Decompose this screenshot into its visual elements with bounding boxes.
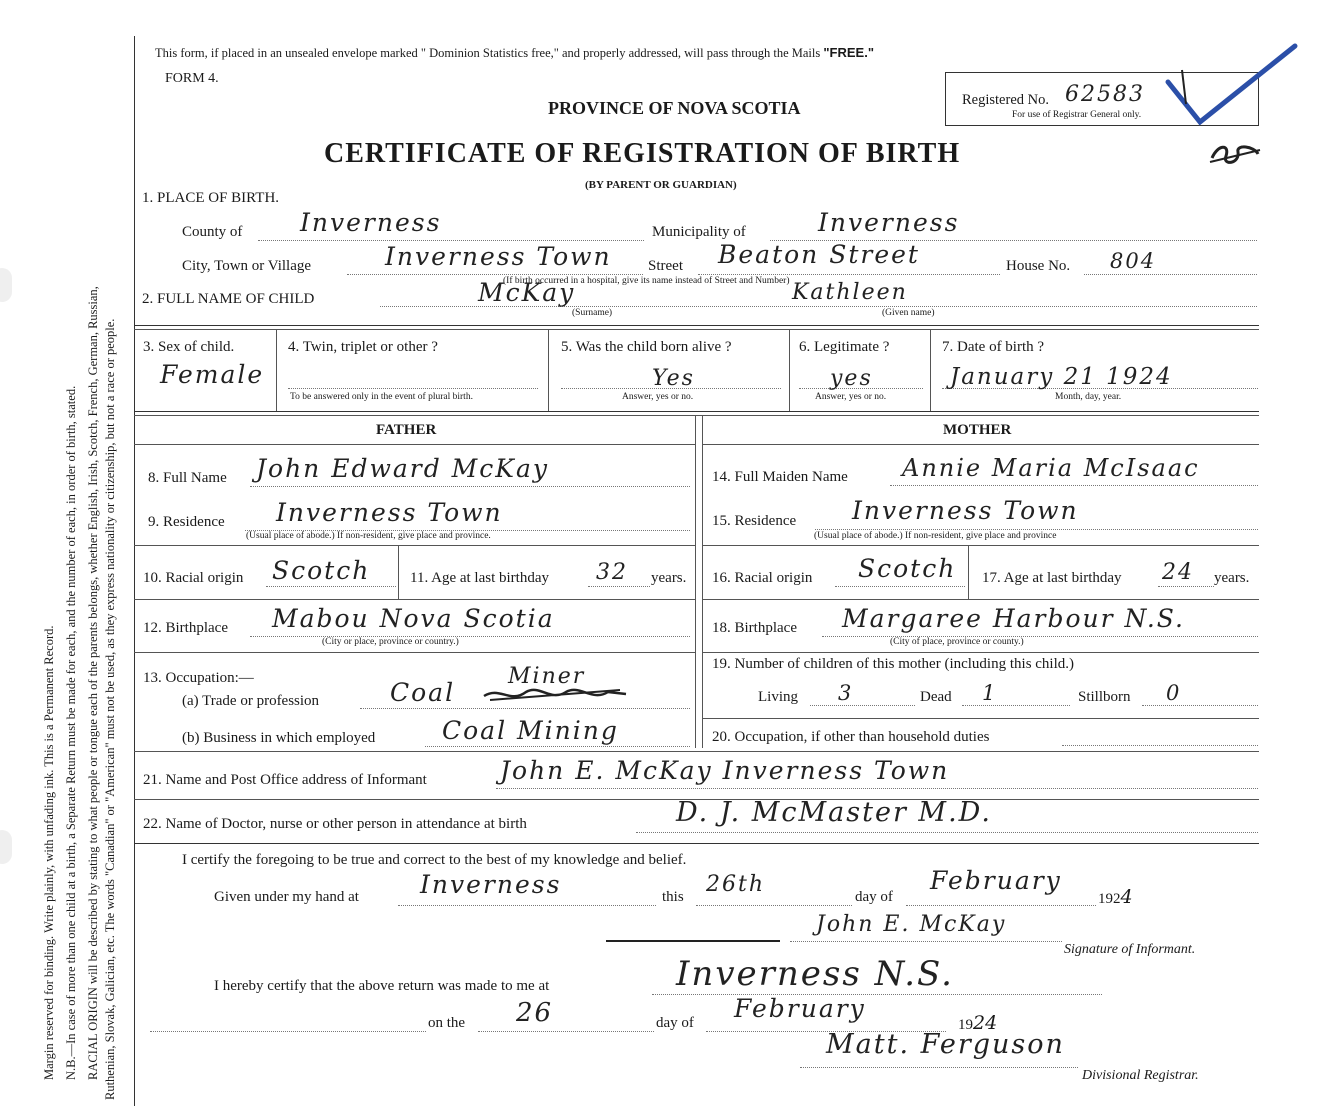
mother-occupation-line <box>1062 745 1258 746</box>
alive-note: Answer, yes or no. <box>622 392 694 402</box>
registrar-note: For use of Registrar General only. <box>1012 110 1142 120</box>
province-heading: PROVINCE OF NOVA SCOTIA <box>548 98 801 118</box>
return-day-line <box>478 1031 654 1032</box>
form-number: FORM 4. <box>165 71 219 86</box>
father-age-value[interactable]: 32 <box>596 560 628 585</box>
father-birthplace-label: 12. Birthplace <box>143 620 228 636</box>
row-line <box>702 545 1259 546</box>
parents-divider <box>695 415 696 748</box>
stillborn-line <box>1142 705 1258 706</box>
place-of-birth-heading: 1. PLACE OF BIRTH. <box>142 190 280 206</box>
dob-value[interactable]: January 21 1924 <box>950 364 1173 390</box>
mother-occupation-label: 20. Occupation, if other than household duties <box>712 729 990 745</box>
mother-heading: MOTHER <box>943 422 1012 438</box>
father-name-line <box>250 486 690 487</box>
mother-race-value[interactable]: Scotch <box>858 554 957 583</box>
street-label: Street <box>648 258 683 274</box>
given-day-of-label: day of <box>855 889 893 905</box>
father-birthplace-line <box>250 636 690 637</box>
mother-birthplace-label: 18. Birthplace <box>712 620 797 636</box>
column-divider <box>548 329 549 411</box>
parents-divider <box>702 415 703 748</box>
business-value[interactable]: Coal Mining <box>442 716 619 745</box>
city-value[interactable]: Inverness Town <box>385 242 612 271</box>
return-statement: I hereby certify that the above return was made to me at <box>214 978 550 994</box>
municipality-value[interactable]: Inverness <box>818 208 960 237</box>
column-divider <box>968 545 969 599</box>
surname-caption: (Surname) <box>572 308 613 318</box>
section-divider <box>134 843 1259 844</box>
signature-of-informant-label: Signature of Informant. <box>1064 942 1196 957</box>
father-residence-label: 9. Residence <box>148 514 225 530</box>
given-day-line <box>696 905 852 906</box>
certify-statement: I certify the foregoing to be true and correct to the best of my knowledge and belief. <box>182 852 687 868</box>
section-divider <box>134 325 1259 326</box>
trade-line <box>360 708 690 709</box>
form-left-border <box>134 36 135 1106</box>
mother-race-label: 16. Racial origin <box>712 570 813 586</box>
page-subtitle: (BY PARENT OR GUARDIAN) <box>585 179 737 191</box>
living-label: Living <box>758 689 798 705</box>
page-title: CERTIFICATE OF REGISTRATION OF BIRTH <box>324 138 961 169</box>
twin-line <box>288 388 538 389</box>
mail-notice: This form, if placed in an unsealed envelope marked " Dominion Statistics free," and properly addressed, will pass through the Mails "FREE." <box>155 45 874 60</box>
child-name-label: 2. FULL NAME OF CHILD <box>142 291 315 307</box>
given-name-caption: (Given name) <box>882 308 935 318</box>
mother-race-line <box>835 586 965 587</box>
business-line <box>425 746 690 747</box>
county-line <box>258 240 644 241</box>
stillborn-value[interactable]: 0 <box>1166 681 1182 705</box>
margin-note-binding: Margin reserved for binding. Write plainly, with unfading ink. This is a Permanent Record. <box>42 625 56 1080</box>
doctor-label: 22. Name of Doctor, nurse or other person in attendance at birth <box>143 816 527 832</box>
margin-note-racial-origin: RACIAL ORIGIN will be described by stating to what people or tongue each of the parents belongs, whether English, Irish, Scotch, French, German, Russian, <box>86 286 100 1080</box>
father-age-label: 11. Age at last birthday <box>410 570 549 586</box>
return-year: 1924 <box>958 1012 998 1034</box>
row-line <box>702 718 1259 719</box>
twin-label: 4. Twin, triplet or other ? <box>288 339 438 355</box>
row-line <box>702 599 1259 600</box>
row-line <box>702 652 1259 653</box>
dob-label: 7. Date of birth ? <box>942 339 1045 355</box>
father-race-value[interactable]: Scotch <box>272 556 371 585</box>
mother-birthplace-line <box>822 636 1258 637</box>
municipality-label: Municipality of <box>652 224 746 240</box>
row-line <box>702 444 1259 445</box>
living-line <box>810 705 915 706</box>
county-label: County of <box>182 224 243 240</box>
return-left-line <box>150 1031 426 1032</box>
trade-value-correction[interactable]: Miner <box>508 664 586 689</box>
father-name-label: 8. Full Name <box>148 470 227 486</box>
mother-age-label: 17. Age at last birthday <box>982 570 1122 586</box>
hospital-note: (If birth occurred in a hospital, give its name instead of Street and Number) <box>503 276 790 286</box>
given-place-line <box>398 905 656 906</box>
legitimate-value[interactable]: yes <box>830 366 873 391</box>
mother-age-line <box>1158 586 1214 587</box>
registered-label: Registered No. <box>962 92 1049 108</box>
column-divider <box>398 545 399 599</box>
trade-value[interactable]: Coal <box>390 678 456 707</box>
row-line <box>134 599 695 600</box>
given-under-label: Given under my hand at <box>214 889 359 905</box>
signature-line <box>606 940 780 942</box>
row-line <box>134 444 695 445</box>
signature-line <box>790 941 1062 942</box>
sex-label: 3. Sex of child. <box>143 339 235 355</box>
margin-note-racial-origin-cont: Ruthenian, Slovak, Galician, etc. The words "Canadian" or "American" must not be used, as they express nationality or citizenship, but not a race or people. <box>103 318 117 1100</box>
mother-age-unit: years. <box>1214 570 1250 586</box>
divisional-registrar-label: Divisional Registrar. <box>1082 1068 1199 1083</box>
mother-residence-value[interactable]: Inverness Town <box>852 496 1079 525</box>
given-month-value[interactable]: February <box>930 866 1062 895</box>
children-count-label: 19. Number of children of this mother (including this child.) <box>712 656 1075 672</box>
margin-note-multiple-births: N.B.—In case of more than one child at a birth, a Separate Return must be made for each, and the number of each, in order of birth, stated. <box>64 385 78 1080</box>
registered-number[interactable]: 62583 <box>1065 82 1145 107</box>
trade-label: (a) Trade or profession <box>182 693 320 709</box>
father-residence-note: (Usual place of abode.) If non-resident, give place and province. <box>246 531 491 541</box>
alive-value[interactable]: Yes <box>652 366 695 391</box>
given-this-label: this <box>662 889 684 905</box>
child-given-value[interactable]: Kathleen <box>792 280 908 305</box>
return-on-the-label: on the <box>428 1015 466 1031</box>
column-divider <box>789 329 790 411</box>
return-day-value[interactable]: 26 <box>516 998 554 1028</box>
county-value[interactable]: Inverness <box>300 208 442 237</box>
row-line <box>134 652 695 653</box>
mother-residence-note: (Usual place of abode.) If non-resident, give place and province <box>814 531 1057 541</box>
return-place-line <box>652 994 1102 995</box>
father-race-line <box>266 586 396 587</box>
father-residence-value[interactable]: Inverness Town <box>276 498 503 527</box>
given-month-line <box>906 905 1096 906</box>
father-race-label: 10. Racial origin <box>143 570 244 586</box>
mother-name-value[interactable]: Annie Maria McIsaac <box>902 454 1200 482</box>
father-heading: FATHER <box>376 422 437 438</box>
informant-value[interactable]: John E. McKay Inverness Town <box>500 756 950 785</box>
house-line <box>1084 274 1257 275</box>
mother-birthplace-value[interactable]: Margaree Harbour N.S. <box>842 604 1185 633</box>
house-value[interactable]: 804 <box>1110 249 1157 273</box>
father-birthplace-note: (City or place, province or country.) <box>322 637 459 647</box>
mother-residence-line <box>815 529 1258 530</box>
legitimate-label: 6. Legitimate ? <box>799 339 890 355</box>
dead-line <box>962 705 1070 706</box>
section-divider <box>134 411 1259 412</box>
return-day-of-label: day of <box>656 1015 694 1031</box>
registrar-signature-line <box>800 1067 1078 1068</box>
legitimate-note: Answer, yes or no. <box>815 392 887 402</box>
business-label: (b) Business in which employed <box>182 730 376 746</box>
column-divider <box>930 329 931 411</box>
given-year: 1924 <box>1098 886 1133 908</box>
given-day-value[interactable]: 26th <box>706 872 766 897</box>
stillborn-label: Stillborn <box>1078 689 1131 705</box>
check-mark-icon <box>1160 42 1300 132</box>
sex-value[interactable]: Female <box>160 360 265 389</box>
occupation-label: 13. Occupation:— <box>143 670 254 686</box>
city-label: City, Town or Village <box>182 258 312 274</box>
mother-age-value[interactable]: 24 <box>1162 560 1194 585</box>
strikethrough-scribble-icon <box>480 684 630 706</box>
father-birthplace-value[interactable]: Mabou Nova Scotia <box>272 604 555 633</box>
father-age-line <box>588 586 650 587</box>
doctor-line <box>636 832 1258 833</box>
dead-value[interactable]: 1 <box>982 681 998 705</box>
informant-label: 21. Name and Post Office address of Informant <box>143 772 427 788</box>
dob-note: Month, day, year. <box>1055 392 1122 402</box>
binding-hole <box>0 268 12 302</box>
section-divider <box>134 415 1259 416</box>
mother-residence-label: 15. Residence <box>712 513 797 529</box>
row-line <box>134 751 1259 752</box>
doctor-value[interactable]: D. J. McMaster M.D. <box>676 797 992 828</box>
row-line <box>134 545 695 546</box>
given-place-value[interactable]: Inverness <box>420 870 562 899</box>
scribble-mark-icon <box>1208 142 1262 168</box>
section-divider <box>134 329 1259 330</box>
mother-name-label: 14. Full Maiden Name <box>712 469 848 485</box>
twin-note: To be answered only in the event of plural birth. <box>290 392 473 402</box>
street-value[interactable]: Beaton Street <box>718 240 920 269</box>
street-line <box>698 274 1000 275</box>
house-label: House No. <box>1006 258 1071 274</box>
binding-hole <box>0 830 12 864</box>
informant-line <box>496 788 1258 789</box>
registrar-signature[interactable]: Matt. Ferguson <box>826 1029 1065 1060</box>
father-age-unit: years. <box>651 570 687 586</box>
return-place-value[interactable]: Inverness N.S. <box>676 954 954 994</box>
return-month-value[interactable]: February <box>734 994 866 1023</box>
living-value[interactable]: 3 <box>838 681 854 705</box>
child-surname-value[interactable]: McKay <box>478 278 576 307</box>
alive-label: 5. Was the child born alive ? <box>561 339 732 355</box>
father-name-value[interactable]: John Edward McKay <box>256 454 549 483</box>
mother-name-line <box>890 485 1258 486</box>
informant-signature[interactable]: John E. McKay <box>816 912 1007 937</box>
mother-birthplace-note: (City of place, province or county.) <box>890 637 1024 647</box>
dead-label: Dead <box>920 689 952 705</box>
column-divider <box>276 329 277 411</box>
city-line <box>347 274 643 275</box>
